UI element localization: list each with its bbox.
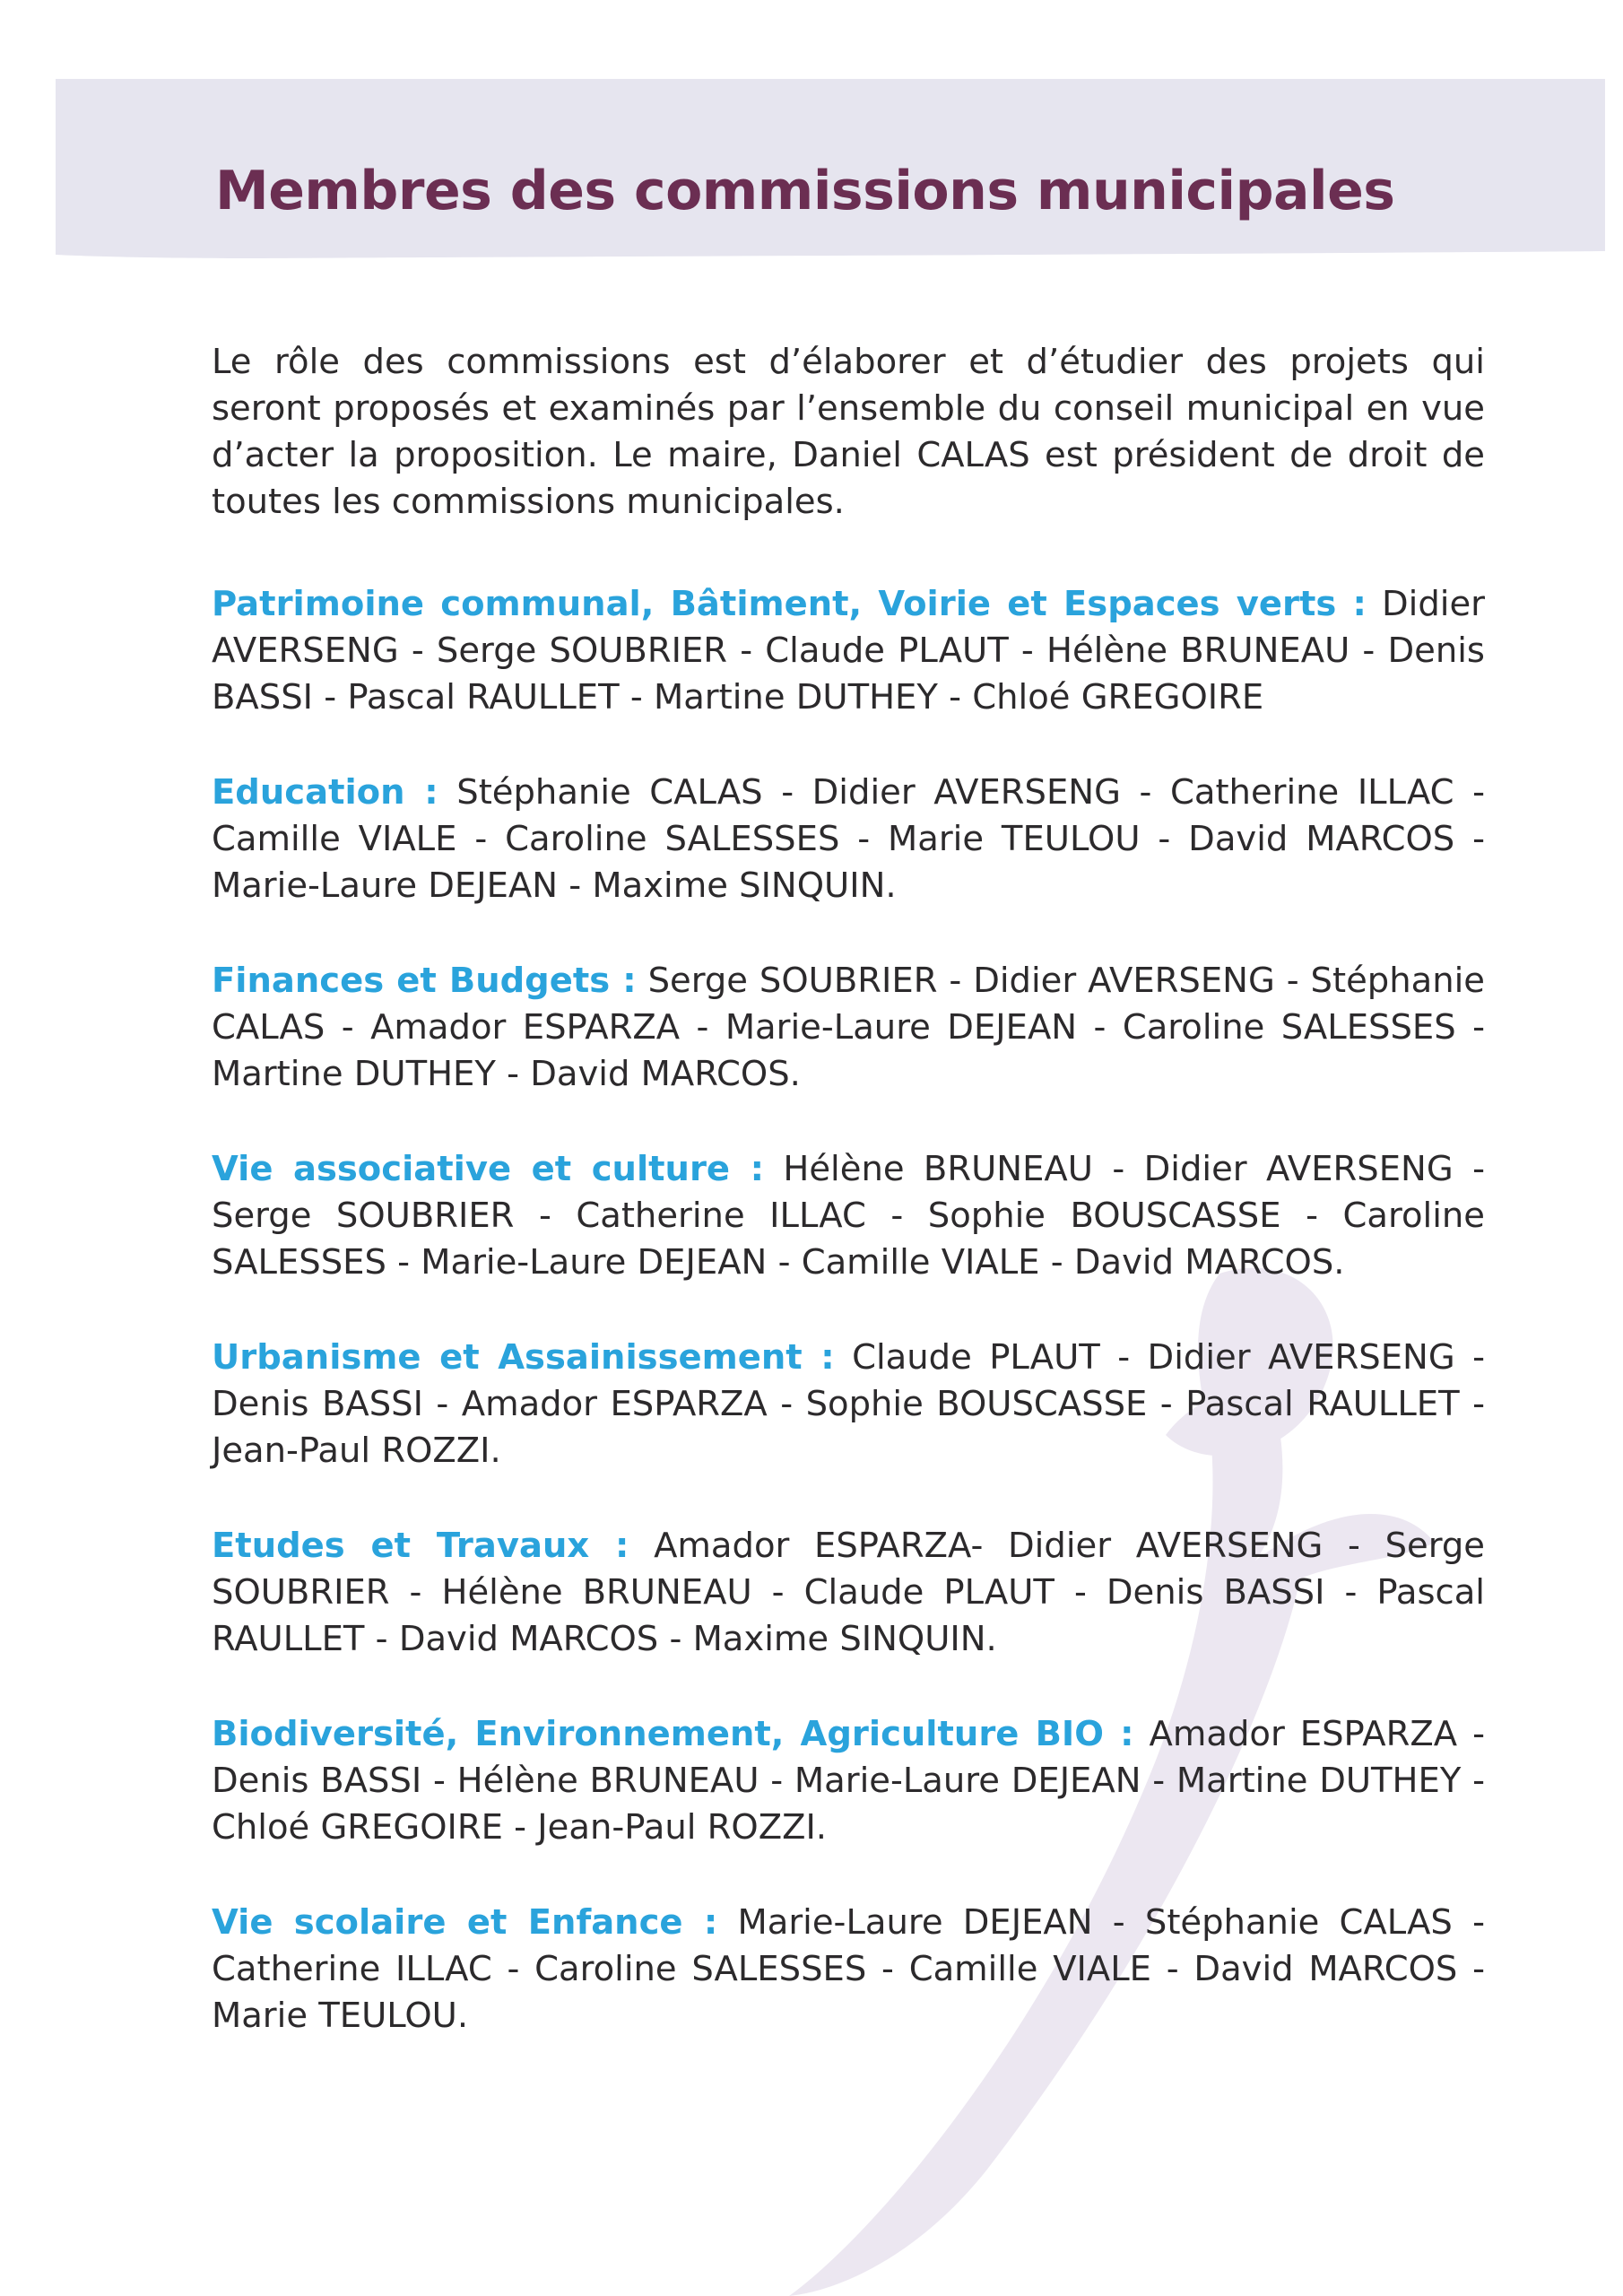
commission-members: Stéphanie CALAS - Didier AVERSENG - Catherine ILLAC - Camille VIALE - Caroline SALESSES - Marie TEULOU - David MARCOS - Marie-Laure DEJEAN - Maxime SINQUIN.	[212, 772, 1485, 906]
commission-members: Amador ESPARZA- Didier AVERSENG - Serge SOUBRIER - Hélène BRUNEAU - Claude PLAUT - Denis BASSI - Pascal RAULLET - David MARCOS - Maxime SINQUIN.	[212, 1526, 1485, 1659]
commission-members: Serge SOUBRIER - Didier AVERSENG - Stéphanie CALAS - Amador ESPARZA - Marie-Laure DEJEAN - Caroline SALESSES - Martine DUTHEY - David MARCOS.	[212, 961, 1485, 1094]
commission-vie-associative	[212, 1146, 1485, 1286]
commission-heading: Etudes et Travaux :	[212, 1526, 629, 1566]
commission-finances	[212, 958, 1485, 1098]
commission-members: Hélène BRUNEAU - Didier AVERSENG - Serge SOUBRIER - Catherine ILLAC - Sophie BOUSCASSE - Caroline SALESSES - Marie-Laure DEJEAN - Camille VIALE - David MARCOS.	[212, 1149, 1485, 1283]
commission-members: Marie-Laure DEJEAN - Stéphanie CALAS - Catherine ILLAC - Caroline SALESSES - Camille VIALE - David MARCOS - Marie TEULOU.	[212, 1902, 1485, 2036]
commission-etudes-travaux	[212, 1523, 1485, 1663]
commission-members: Claude PLAUT - Didier AVERSENG - Denis BASSI - Amador ESPARZA - Sophie BOUSCASSE - Pascal RAULLET - Jean-Paul ROZZI.	[212, 1337, 1485, 1471]
commission-urbanisme	[212, 1335, 1485, 1474]
commission-members: Didier AVERSENG - Serge SOUBRIER - Claude PLAUT - Hélène BRUNEAU - Denis BASSI - Pascal RAULLET - Martine DUTHEY - Chloé GREGOIRE	[212, 584, 1485, 718]
commission-heading: Urbanisme et Assainissement :	[212, 1337, 835, 1378]
commission-heading: Vie scolaire et Enfance :	[212, 1902, 718, 1943]
page-title: Membres des commissions municipales	[215, 160, 1395, 222]
commission-heading: Finances et Budgets :	[212, 961, 637, 1001]
commission-members: Amador ESPARZA - Denis BASSI - Hélène BRUNEAU - Marie-Laure DEJEAN - Martine DUTHEY - Chloé GREGOIRE - Jean-Paul ROZZI.	[212, 1714, 1485, 1848]
commission-heading: Patrimoine communal, Bâtiment, Voirie et Espaces verts :	[212, 584, 1367, 624]
commission-patrimoine	[212, 581, 1485, 721]
document-body	[212, 339, 1485, 2088]
commission-heading: Biodiversité, Environnement, Agriculture BIO :	[212, 1714, 1134, 1754]
commission-vie-scolaire	[212, 1900, 1485, 2039]
intro-paragraph: Le rôle des commissions est d’élaborer et d’étudier des projets qui seront proposés et examinés par l’ensemble du conseil municipal en vue d’acter la proposition. Le maire, Daniel CALAS est président de droit de toutes les commissions municipales.	[212, 342, 1485, 522]
commission-biodiversite	[212, 1711, 1485, 1851]
commission-education	[212, 770, 1485, 909]
commission-heading: Education :	[212, 772, 438, 813]
commission-heading: Vie associative et culture :	[212, 1149, 765, 1189]
